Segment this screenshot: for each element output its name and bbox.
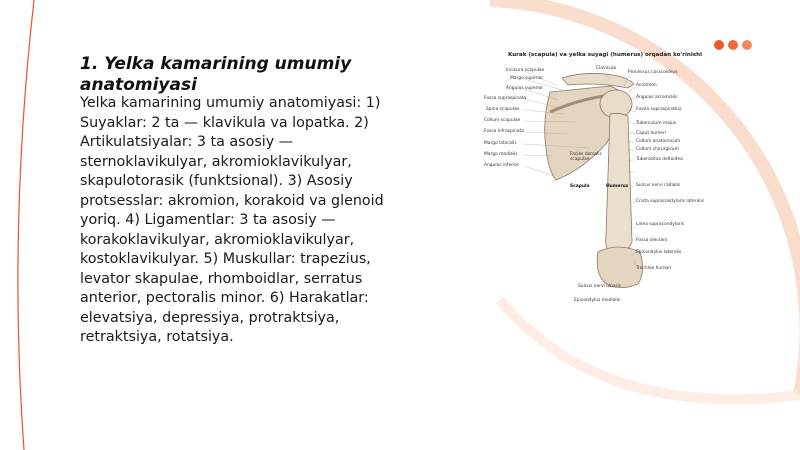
dot-1 <box>714 40 724 50</box>
label-epicondylus-lateralis: Epicondylus lateralis <box>636 250 682 255</box>
label-facies-dorsalis: Facies dorsalis scapulae <box>570 152 602 162</box>
label-fossa-infraspinata: Fossa infraspinata <box>484 129 524 134</box>
label-fossa-olecrani: Fossa olecrani <box>636 238 668 243</box>
dot-3 <box>742 40 752 50</box>
label-processus-coracoideus: Processus coracoideus <box>628 70 678 75</box>
slide-title: 1. Yelka kamarining umumiy anatomiyasi <box>80 54 352 95</box>
dot-2 <box>728 40 738 50</box>
slide-body-text: Yelka kamarining umumiy anatomiyasi: 1) Suyaklar: 2 ta — klavikula va lopatka. 2) Artikulatsiyalar: 3 ta asosiy — sternoklavikulyar, akromioklavikulyar, skapulotorasik (funktsional). 3) Asosiy protsesslar: akromion, korakoid va glenoid yoriq. 4) Ligamentlar: 3 ta asosiy — korakoklavikulyar, akromioklavikulyar, kostoklavikulyar. 5) Muskullar: trapezius, levator skapulae, rhomboidlar, serratus anterior, pectoralis minor. 6) Harakatlar: elevatsiya, depressiya, protraktsiya, retraktsiya, rotatsiya. <box>80 95 384 345</box>
label-tuberositas-deltoidea: Tuberositas deltoidea <box>636 157 683 162</box>
label-caput-humeri: Caput humeri <box>636 131 667 136</box>
label-fovea-supraspinatus: Fovea supraspinatus <box>636 107 682 112</box>
label-clavicula: Clavicula <box>596 66 616 71</box>
label-spina-scapulae: Spina scapulae <box>486 107 520 112</box>
label-incisura-scapulae: Incisura scapulae <box>506 68 545 73</box>
label-sulcus-nervi-radialis: Sulcus nervi radialis <box>636 183 681 188</box>
label-angulus-acromialis: Angulus acromialis <box>636 95 678 100</box>
label-fossa-supraspinata: Fossa supraspinata <box>484 96 527 101</box>
label-crista-supracondylaris: Crista supracondylaris lateralis <box>636 199 704 204</box>
anatomy-figure <box>478 52 732 308</box>
label-trochlea-humeri: Trochlea humeri <box>636 266 672 271</box>
label-scapula: Scapula <box>570 184 590 189</box>
label-acromion: Acromion <box>636 83 657 88</box>
label-margo-superior: Margo superior <box>510 76 544 81</box>
label-angulus-inferior: Angulus inferior <box>484 163 519 168</box>
label-collum-scapulae: Collum scapulae <box>484 118 521 123</box>
label-humerus: Humerus <box>606 184 629 189</box>
figure-title: Kurak (scapula) va yelka suyagi (humerus) orqadan ko'rinishi <box>507 52 703 58</box>
label-linea-supracondylaris: Linea supracondylaris <box>636 222 685 227</box>
label-sulcus-nervi-ulnaris: Sulcus nervi ulnaris <box>578 284 621 289</box>
label-collum-chirurgicum: Collum chirurgicum <box>636 147 679 152</box>
label-epicondylus-medialis: Epicondylus medialis <box>574 298 621 303</box>
decorative-dots <box>714 40 752 50</box>
label-margo-lateralis: Margo lateralis <box>484 141 517 146</box>
label-margo-medialis: Margo medialis <box>484 152 518 157</box>
label-angulus-superior: Angulus superior <box>506 86 544 91</box>
label-tuberculum-majus: Tuberculum majus <box>636 121 677 126</box>
label-collum-anatomicum: Collum anatomicum <box>636 139 681 144</box>
